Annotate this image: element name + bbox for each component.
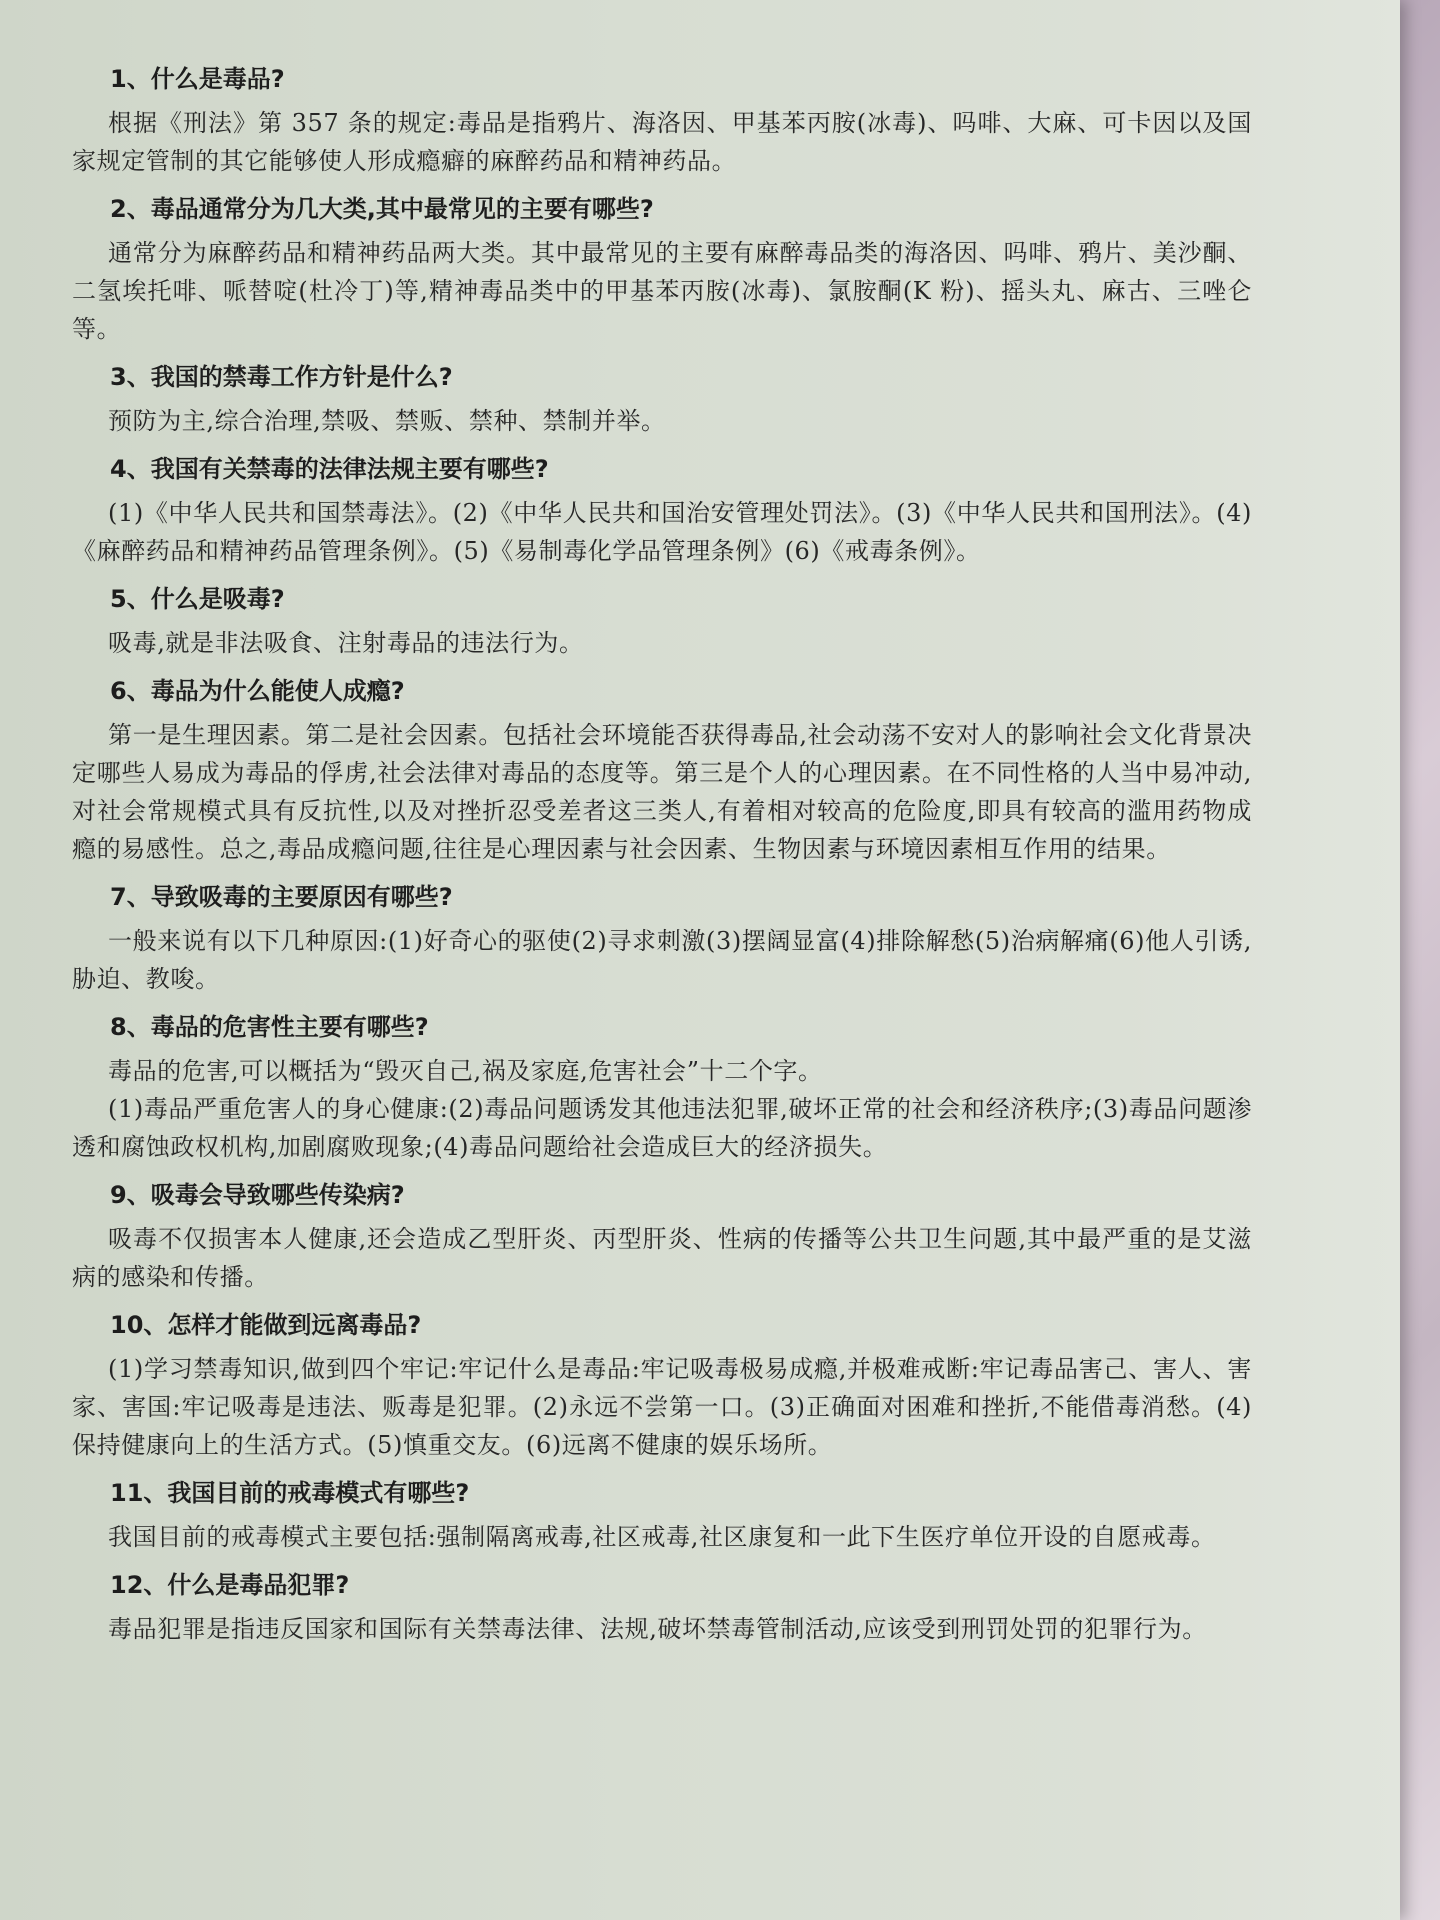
qa-item — [72, 666, 1252, 868]
answer-text — [72, 402, 1252, 440]
qa-item — [72, 1300, 1252, 1464]
question-heading: 11、我国目前的戒毒模式有哪些? — [110, 1479, 470, 1507]
qa-item — [72, 352, 1252, 440]
qa-list — [72, 54, 1252, 1652]
answer-paragraph: (1)毒品严重危害人的身心健康:(2)毒品问题诱发其他违法犯罪,破坏正常的社会和经济秩序;(3)毒品问题渗透和腐蚀政权机构,加剧腐败现象;(4)毒品问题给社会造成巨大的经济损失。 — [72, 1095, 1252, 1161]
qa-item — [72, 1560, 1252, 1648]
answer-text — [72, 1220, 1252, 1296]
question-heading: 10、怎样才能做到远离毒品? — [110, 1311, 422, 1339]
answer-text — [72, 234, 1252, 348]
answer-text — [72, 1350, 1252, 1464]
answer-text — [72, 624, 1252, 662]
question-heading: 6、毒品为什么能使人成瘾? — [110, 677, 405, 705]
answer-paragraph: (1)《中华人民共和国禁毒法》。(2)《中华人民共和国治安管理处罚法》。(3)《中华人民共和国刑法》。(4)《麻醉药品和精神药品管理条例》。(5)《易制毒化学品管理条例》(6)《戒毒条例》。 — [72, 499, 1252, 565]
qa-item — [72, 1170, 1252, 1296]
question-heading: 12、什么是毒品犯罪? — [110, 1571, 350, 1599]
answer-text — [72, 1610, 1252, 1648]
answer-paragraph: 一般来说有以下几种原因:(1)好奇心的驱使(2)寻求刺激(3)摆阔显富(4)排除解愁(5)治病解痛(6)他人引诱,胁迫、教唆。 — [72, 927, 1252, 993]
qa-item — [72, 872, 1252, 998]
answer-paragraph: 吸毒,就是非法吸食、注射毒品的违法行为。 — [108, 629, 584, 657]
question-heading: 4、我国有关禁毒的法律法规主要有哪些? — [110, 455, 549, 483]
answer-text — [72, 922, 1252, 998]
answer-paragraph: 根据《刑法》第 357 条的规定:毒品是指鸦片、海洛因、甲基苯丙胺(冰毒)、吗啡、大麻、可卡因以及国家规定管制的其它能够使人形成瘾癖的麻醉药品和精神药品。 — [72, 109, 1252, 175]
desk-background — [1400, 0, 1440, 1920]
answer-text — [72, 716, 1252, 868]
answer-paragraph: 吸毒不仅损害本人健康,还会造成乙型肝炎、丙型肝炎、性病的传播等公共卫生问题,其中最严重的是艾滋病的感染和传播。 — [72, 1225, 1252, 1291]
question-heading: 9、吸毒会导致哪些传染病? — [110, 1181, 405, 1209]
answer-text — [72, 1052, 1252, 1166]
answer-text — [72, 104, 1252, 180]
answer-paragraph: 预防为主,综合治理,禁吸、禁贩、禁种、禁制并举。 — [108, 407, 666, 435]
question-heading: 5、什么是吸毒? — [110, 585, 285, 613]
question-heading: 7、导致吸毒的主要原因有哪些? — [110, 883, 453, 911]
answer-text — [72, 1518, 1252, 1556]
answer-paragraph: 毒品犯罪是指违反国家和国际有关禁毒法律、法规,破坏禁毒管制活动,应该受到刑罚处罚的犯罪行为。 — [108, 1615, 1207, 1643]
question-heading: 2、毒品通常分为几大类,其中最常见的主要有哪些? — [110, 195, 654, 223]
answer-paragraph: 我国目前的戒毒模式主要包括:强制隔离戒毒,社区戒毒,社区康复和一此下生医疗单位开设的自愿戒毒。 — [108, 1523, 1216, 1551]
question-heading: 3、我国的禁毒工作方针是什么? — [110, 363, 453, 391]
answer-paragraph: (1)学习禁毒知识,做到四个牢记:牢记什么是毒品:牢记吸毒极易成瘾,并极难戒断:牢记毒品害己、害人、害家、害国:牢记吸毒是违法、贩毒是犯罪。(2)永远不尝第一口。(3)正确面对困难和挫折,不能借毒消愁。(4)保持健康向上的生活方式。(5)慎重交友。(6)远离不健康的娱乐场所。 — [72, 1355, 1252, 1459]
question-heading: 8、毒品的危害性主要有哪些? — [110, 1013, 429, 1041]
answer-paragraph: 毒品的危害,可以概括为“毁灭自己,祸及家庭,危害社会”十二个字。 — [108, 1057, 823, 1085]
answer-text — [72, 494, 1252, 570]
qa-item — [72, 54, 1252, 180]
qa-item — [72, 184, 1252, 348]
question-heading: 1、什么是毒品? — [110, 65, 285, 93]
answer-paragraph: 第一是生理因素。第二是社会因素。包括社会环境能否获得毒品,社会动荡不安对人的影响社会文化背景决定哪些人易成为毒品的俘虏,社会法律对毒品的态度等。第三是个人的心理因素。在不同性格的人当中易冲动,对社会常规模式具有反抗性,以及对挫折忍受差者这三类人,有着相对较高的危险度,即具有较高的滥用药物成瘾的易感性。总之,毒品成瘾问题,往往是心理因素与社会因素、生物因素与环境因素相互作用的结果。 — [72, 721, 1252, 863]
answer-paragraph: 通常分为麻醉药品和精神药品两大类。其中最常见的主要有麻醉毒品类的海洛因、吗啡、鸦片、美沙酮、二氢埃托啡、哌替啶(杜冷丁)等,精神毒品类中的甲基苯丙胺(冰毒)、氯胺酮(K 粉)、摇头丸、麻古、三唑仑等。 — [72, 239, 1252, 343]
qa-item — [72, 1002, 1252, 1166]
qa-item — [72, 574, 1252, 662]
qa-item — [72, 1468, 1252, 1556]
qa-item — [72, 444, 1252, 570]
